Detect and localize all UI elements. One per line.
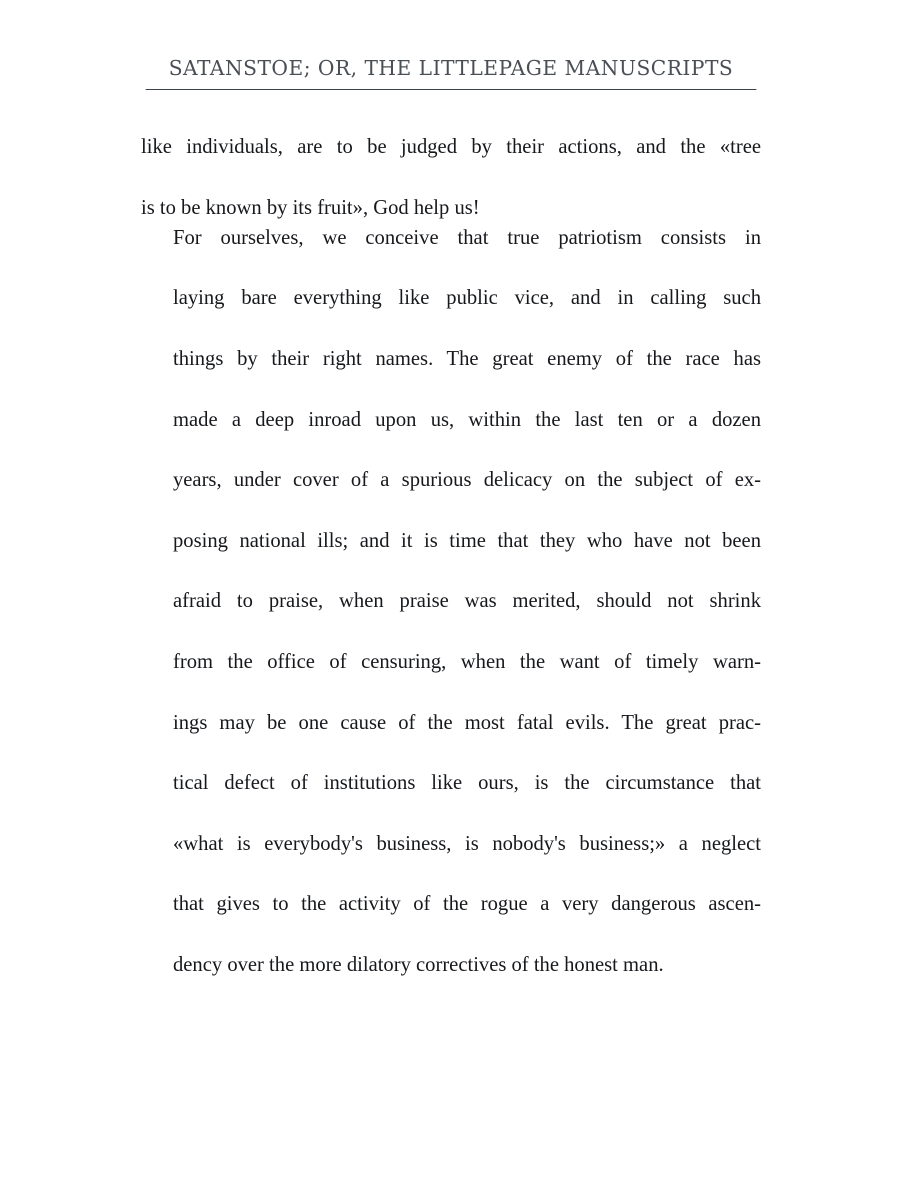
text-line: dency over the more dilatory correctives of the honest man. — [173, 954, 664, 977]
text-line: made a deep inroad upon us, within the last ten or a dozen — [173, 408, 761, 431]
body-text — [141, 132, 761, 980]
text-line: like individuals, are to be judged by their actions, and the «tree — [141, 136, 761, 158]
text-line: «what is everybody's business, is nobody's business;» a neglect — [173, 832, 761, 855]
text-line: ings may be one cause of the most fatal evils. The great prac- — [173, 711, 761, 734]
page-content-area — [141, 56, 761, 980]
paragraph — [141, 132, 761, 223]
text-line: from the office of censuring, when the want of timely warn- — [173, 651, 761, 674]
text-line: laying bare everything like public vice, and in calling such — [173, 287, 761, 310]
text-line: is to be known by its fruit», God help us! — [141, 196, 480, 219]
running-head: SATANSTOE; OR, THE LITTLEPAGE MANUSCRIPTS — [146, 56, 757, 90]
text-line: posing national ills; and it is time that they who have not been — [173, 529, 761, 552]
text-line: years, under cover of a spurious delicacy on the subject of ex- — [173, 469, 761, 492]
paragraph — [141, 223, 761, 980]
text-line: tical defect of institutions like ours, is the circumstance that — [173, 772, 761, 795]
text-line: For ourselves, we conceive that true patriotism consists in — [173, 226, 761, 249]
text-line: afraid to praise, when praise was merited, should not shrink — [173, 590, 761, 613]
text-line: things by their right names. The great enemy of the race has — [173, 348, 761, 371]
text-line: that gives to the activity of the rogue a very dangerous ascen- — [173, 893, 761, 916]
